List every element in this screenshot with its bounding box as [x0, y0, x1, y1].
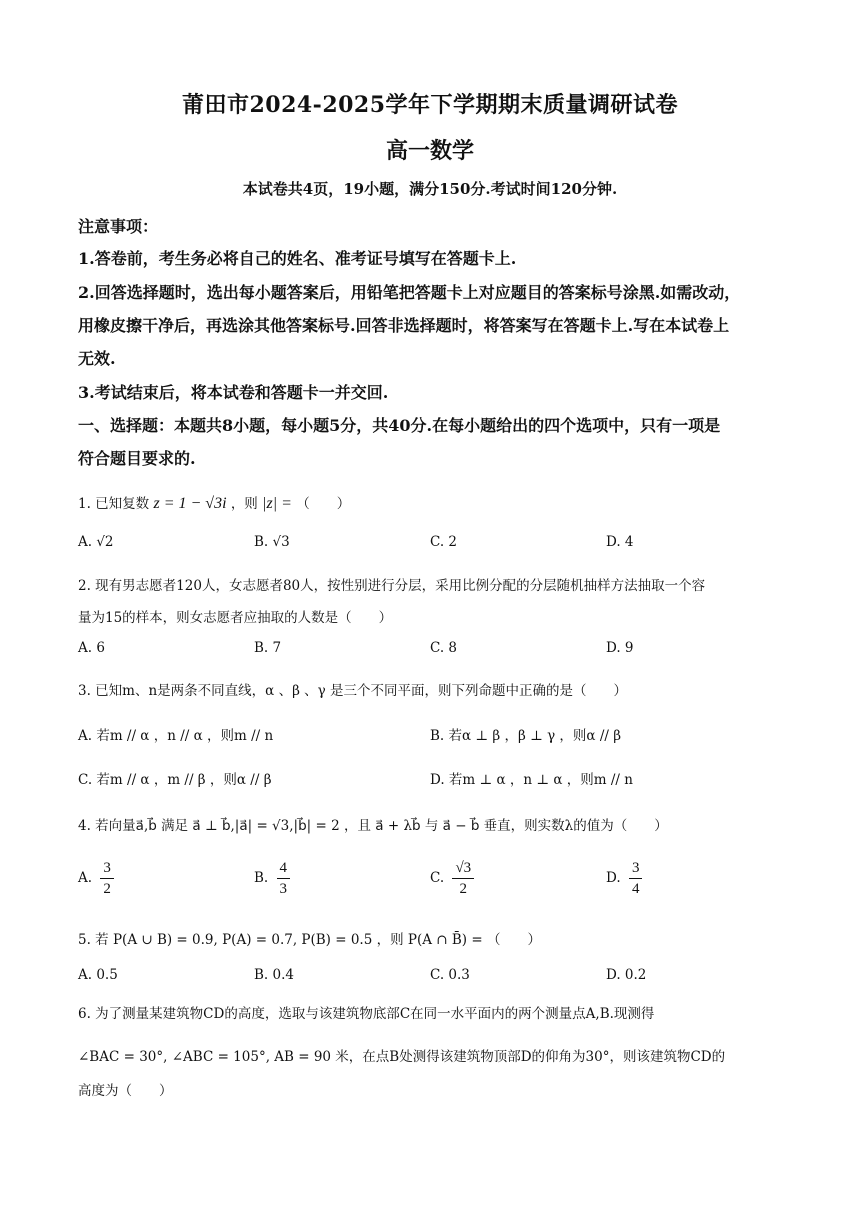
question-2-stem-line-1: 2. 现有男志愿者120人，女志愿者80人，按性别进行分层，采用比例分配的分层随机抽样方法抽取一个容	[78, 578, 706, 594]
notice-item-2-line-3: 无效.	[78, 349, 116, 368]
fraction-denominator: 2	[459, 881, 468, 897]
question-4-stem: 4. 若向量a⃗,b⃗ 满足 a⃗ ⊥ b⃗,|a⃗| = √3,|b⃗| = 2 ，且 a⃗ + λb⃗ 与 a⃗ − b⃗ 垂直，则实数λ的值为（ ）	[78, 818, 668, 834]
question-4-option-a	[78, 858, 114, 899]
fraction-denominator: 3	[279, 881, 288, 897]
notice-item-3: 3.考试结束后，将本试卷和答题卡一并交回.	[78, 383, 389, 402]
question-5-option-d: D. 0.2	[606, 967, 647, 983]
question-5-option-b: B. 0.4	[254, 967, 294, 983]
section-1-heading-line-1: 一、选择题：本题共8小题，每小题5分，共40分.在每小题给出的四个选项中，只有一项是	[78, 416, 721, 435]
fraction-denominator: 4	[631, 881, 640, 897]
question-4-option-a-label: A.	[78, 870, 93, 886]
question-4-option-c	[430, 858, 474, 899]
question-2-option-a: A. 6	[78, 640, 105, 656]
question-4-option-c-fraction	[452, 858, 474, 899]
exam-info: 本试卷共4页，19小题，满分150分.考试时间120分钟.	[242, 180, 618, 198]
question-3-option-b: B. 若α ⊥ β ，β ⊥ γ ，则α // β	[430, 728, 622, 744]
fraction-numerator: 4	[277, 858, 291, 879]
question-1-suffix: （ ）	[296, 496, 351, 512]
question-4-option-c-label: C.	[430, 870, 445, 886]
question-2-stem-line-2: 量为15的样本，则女志愿者应抽取的人数是（ ）	[78, 610, 393, 626]
question-3-stem: 3. 已知m、n是两条不同直线，α 、β 、γ 是三个不同平面，则下列命题中正确的是（ ）	[78, 683, 628, 699]
notice-item-1: 1.答卷前，考生务必将自己的姓名、准考证号填写在答题卡上.	[78, 249, 517, 268]
exam-title: 莆田市2024-2025学年下学期期末质量调研试卷	[181, 92, 679, 118]
notice-heading: 注意事项：	[78, 217, 159, 236]
fraction-numerator: √3	[452, 858, 474, 879]
question-3-option-c: C. 若m // α ，m // β ，则α // β	[78, 772, 272, 788]
question-6-stem-line-1: 6. 为了测量某建筑物CD的高度，选取与该建筑物底部C在同一水平面内的两个测量点A,B.现测得	[78, 1006, 655, 1022]
question-1-mid: ，则	[230, 496, 258, 512]
question-1-expression: z = 1 − √3i	[153, 495, 227, 512]
question-5-option-c: C. 0.3	[430, 967, 470, 983]
question-4-option-d	[606, 858, 642, 899]
question-1-option-d: D. 4	[606, 534, 634, 550]
question-5-option-a: A. 0.5	[78, 967, 118, 983]
question-4-option-a-fraction	[100, 858, 114, 899]
question-6-stem-line-2: ∠BAC = 30°, ∠ABC = 105°, AB = 90 米，在点B处测得该建筑物顶部D的仰角为30°，则该建筑物CD的	[78, 1049, 726, 1065]
fraction-numerator: 3	[100, 858, 114, 879]
fraction-denominator: 2	[103, 881, 111, 897]
question-2-option-c: C. 8	[430, 640, 458, 656]
question-5-stem: 5. 若 P(A ∪ B) = 0.9, P(A) = 0.7, P(B) = 0.5 ，则 P(A ∩ B̄) = （ ）	[78, 932, 541, 948]
notice-item-2-line-2: 用橡皮擦干净后，再选涂其他答案标号.回答非选择题时，将答案写在答题卡上.写在本试卷上	[78, 316, 730, 335]
question-4-option-b-fraction	[277, 858, 291, 899]
fraction-numerator: 3	[629, 858, 643, 879]
question-1-option-c: C. 2	[430, 534, 458, 550]
question-1-option-b: B. √3	[254, 534, 290, 550]
notice-item-2-line-1: 2.回答选择题时，选出每小题答案后，用铅笔把答题卡上对应题目的答案标号涂黑.如需改动，	[78, 283, 741, 302]
exam-subject: 高一数学	[385, 138, 474, 164]
question-3-option-d: D. 若m ⊥ α ，n ⊥ α ，则m // n	[430, 772, 633, 788]
question-1-modulus: |z| =	[262, 495, 292, 512]
question-2-option-b: B. 7	[254, 640, 282, 656]
question-4-option-b-label: B.	[254, 870, 269, 886]
question-4-option-d-fraction	[629, 858, 643, 899]
question-2-option-d: D. 9	[606, 640, 634, 656]
question-4-option-d-label: D.	[606, 870, 621, 886]
question-4-option-b	[254, 858, 290, 899]
question-1-stem	[78, 492, 782, 513]
question-6-stem-line-3: 高度为（ ）	[78, 1083, 173, 1099]
question-1-option-a: A. √2	[78, 534, 114, 550]
question-3-option-a: A. 若m // α ，n // α ，则m // n	[78, 728, 274, 744]
section-1-heading-line-2: 符合题目要求的.	[78, 449, 196, 468]
question-1-prefix: 1. 已知复数	[78, 496, 150, 512]
